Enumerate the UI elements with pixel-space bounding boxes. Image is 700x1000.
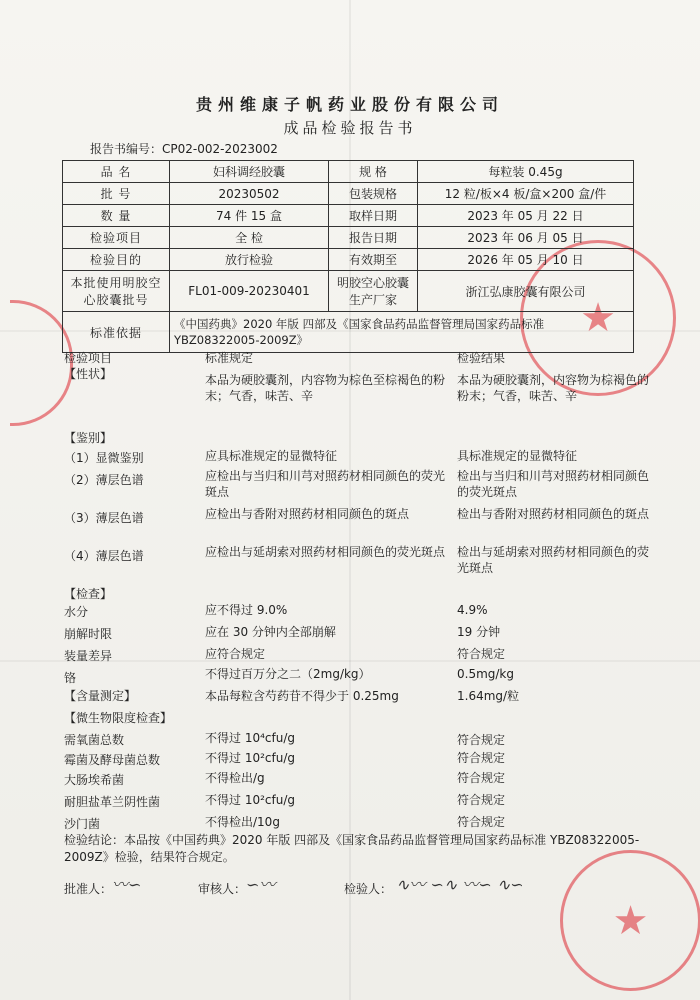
info-label: 有效期至: [329, 249, 418, 271]
result-text: 检出与延胡索对照药材相同颜色的荧光斑点: [457, 545, 650, 575]
standard-text: 应检出与延胡索对照药材相同颜色的荧光斑点: [205, 545, 446, 559]
standard-text: 不得过 10⁴cfu/g: [205, 731, 295, 745]
result-text: 符合规定: [457, 647, 506, 661]
test-item: （2）薄层色谱: [64, 473, 144, 487]
info-row: [63, 161, 634, 183]
standard-text: 不得过 10²cfu/g: [205, 793, 295, 807]
company-name: 贵州维康子帆药业股份有限公司: [195, 95, 504, 114]
result-text: 符合规定: [457, 733, 506, 747]
info-value: 2026 年 05 月 10 日: [418, 249, 634, 271]
quality-seal: [560, 850, 700, 991]
standard-text: 不得检出/10g: [205, 815, 280, 829]
info-label: 检验项目: [63, 227, 170, 249]
test-item: 装量差异: [64, 649, 113, 663]
test-item: 霉菌及酵母菌总数: [64, 753, 161, 767]
reviewer-signature: ∽〰: [246, 875, 276, 894]
info-label: 取样日期: [329, 205, 418, 227]
standard-text: 本品每粒含芍药苷不得少于 0.25mg: [205, 689, 399, 703]
section-weishengwu: 【微生物限度检查】: [64, 711, 173, 725]
info-value: 浙江弘康胶囊有限公司: [418, 271, 634, 312]
result-text: 符合规定: [457, 815, 506, 829]
info-label: 报告日期: [329, 227, 418, 249]
info-value: 12 粒/板×4 板/盒×200 盒/件: [418, 183, 634, 205]
result-text: 1.64mg/粒: [457, 689, 520, 703]
result-text: 符合规定: [457, 793, 506, 807]
standard-text: 不得过百万分之二（2mg/kg）: [205, 667, 371, 681]
info-value: 妇科调经胶囊: [170, 161, 329, 183]
standard-text: 应符合规定: [205, 647, 266, 661]
info-value: 每粒装 0.45g: [418, 161, 634, 183]
info-row: [63, 312, 634, 353]
standard-text: 应检出与香附对照药材相同颜色的斑点: [205, 507, 410, 521]
info-label: 批 号: [63, 183, 170, 205]
test-item: 耐胆盐革兰阴性菌: [64, 795, 161, 809]
col-header-item: 检验项目: [64, 351, 113, 365]
test-item: 大肠埃希菌: [64, 773, 125, 787]
info-label: 明胶空心胶囊生产厂家: [329, 271, 418, 312]
info-label: 本批使用明胶空心胶囊批号: [63, 271, 170, 312]
info-value: 2023 年 05 月 22 日: [418, 205, 634, 227]
standard-basis: 《中国药典》2020 年版 四部及《国家食品药品监督管理局国家药品标准 YBZ08322005-2009Z》: [170, 312, 634, 353]
standard-text: 应不得过 9.0%: [205, 603, 288, 617]
section-hanliang: 【含量测定】: [64, 689, 137, 703]
standard-text: 不得检出/g: [205, 771, 265, 785]
result-text: 本品为硬胶囊剂，内容物为棕褐色的粉末；气香，味苦、辛: [457, 373, 650, 403]
info-value: FL01-009-20230401: [170, 271, 329, 312]
result-text: 检出与当归和川芎对照药材相同颜色的荧光斑点: [457, 469, 650, 499]
conclusion: 检验结论：本品按《中国药典》2020 年版 四部及《国家食品药品监督管理局国家药品标准 YBZ08322005-2009Z》检验，结果符合规定。: [64, 833, 640, 864]
standard-text: 应在 30 分钟内全部崩解: [205, 625, 336, 639]
info-label: 规 格: [329, 161, 418, 183]
approver-label: 批准人：: [64, 882, 113, 896]
test-item: 需氧菌总数: [64, 733, 125, 747]
standard-text: 应检出与当归和川芎对照药材相同颜色的荧光斑点: [205, 469, 446, 499]
info-row: [63, 205, 634, 227]
info-value: 2023 年 06 月 05 日: [418, 227, 634, 249]
info-value: 全 检: [170, 227, 329, 249]
result-text: 符合规定: [457, 771, 506, 785]
report-number: 报告书编号：CP02-002-2023002: [90, 142, 278, 156]
section-jianbie: 【鉴别】: [64, 431, 113, 445]
test-item: 水分: [64, 605, 89, 619]
seal-star-icon: ★: [612, 897, 649, 944]
info-table: [62, 160, 634, 353]
report-title: 成品检验报告书: [283, 119, 417, 137]
test-item: 沙门菌: [64, 817, 101, 831]
standard-text: 本品为硬胶囊剂，内容物为棕色至棕褐色的粉末；气香，味苦、辛: [205, 373, 446, 403]
section-jiancha: 【检查】: [64, 587, 113, 601]
info-label: 数 量: [63, 205, 170, 227]
test-item: （1）显微鉴别: [64, 451, 144, 465]
standard-text: 应具标准规定的显微特征: [205, 449, 338, 463]
info-label: 包装规格: [329, 183, 418, 205]
info-label: 检验目的: [63, 249, 170, 271]
test-item: 铬: [64, 671, 77, 685]
result-text: 0.5mg/kg: [457, 667, 514, 681]
result-text: 符合规定: [457, 751, 506, 765]
approver-signature: 〰∽: [112, 875, 142, 894]
info-row: [63, 227, 634, 249]
seal-star-icon: ★: [580, 295, 616, 341]
result-text: 4.9%: [457, 603, 488, 617]
test-item: （4）薄层色谱: [64, 549, 144, 563]
section-xingzhuang: 【性状】: [64, 367, 113, 381]
inspector-signature: ∿〰 ∽∿ 〰∽ ∿∽: [396, 875, 524, 894]
result-text: 检出与香附对照药材相同颜色的斑点: [457, 507, 650, 521]
info-label: 标准依据: [63, 312, 170, 353]
result-text: 具标准规定的显微特征: [457, 449, 578, 463]
result-text: 19 分钟: [457, 625, 501, 639]
info-row: [63, 271, 634, 312]
test-item: （3）薄层色谱: [64, 511, 144, 525]
col-header-result: 检验结果: [457, 351, 506, 365]
standard-text: 不得过 10²cfu/g: [205, 751, 295, 765]
info-value: 20230502: [170, 183, 329, 205]
info-row: [63, 249, 634, 271]
info-value: 放行检验: [170, 249, 329, 271]
info-row: [63, 183, 634, 205]
test-item: 崩解时限: [64, 627, 113, 641]
info-value: 74 件 15 盒: [170, 205, 329, 227]
info-label: 品 名: [63, 161, 170, 183]
col-header-standard: 标准规定: [205, 351, 254, 365]
reviewer-label: 审核人：: [198, 882, 247, 896]
inspector-label: 检验人：: [344, 882, 393, 896]
